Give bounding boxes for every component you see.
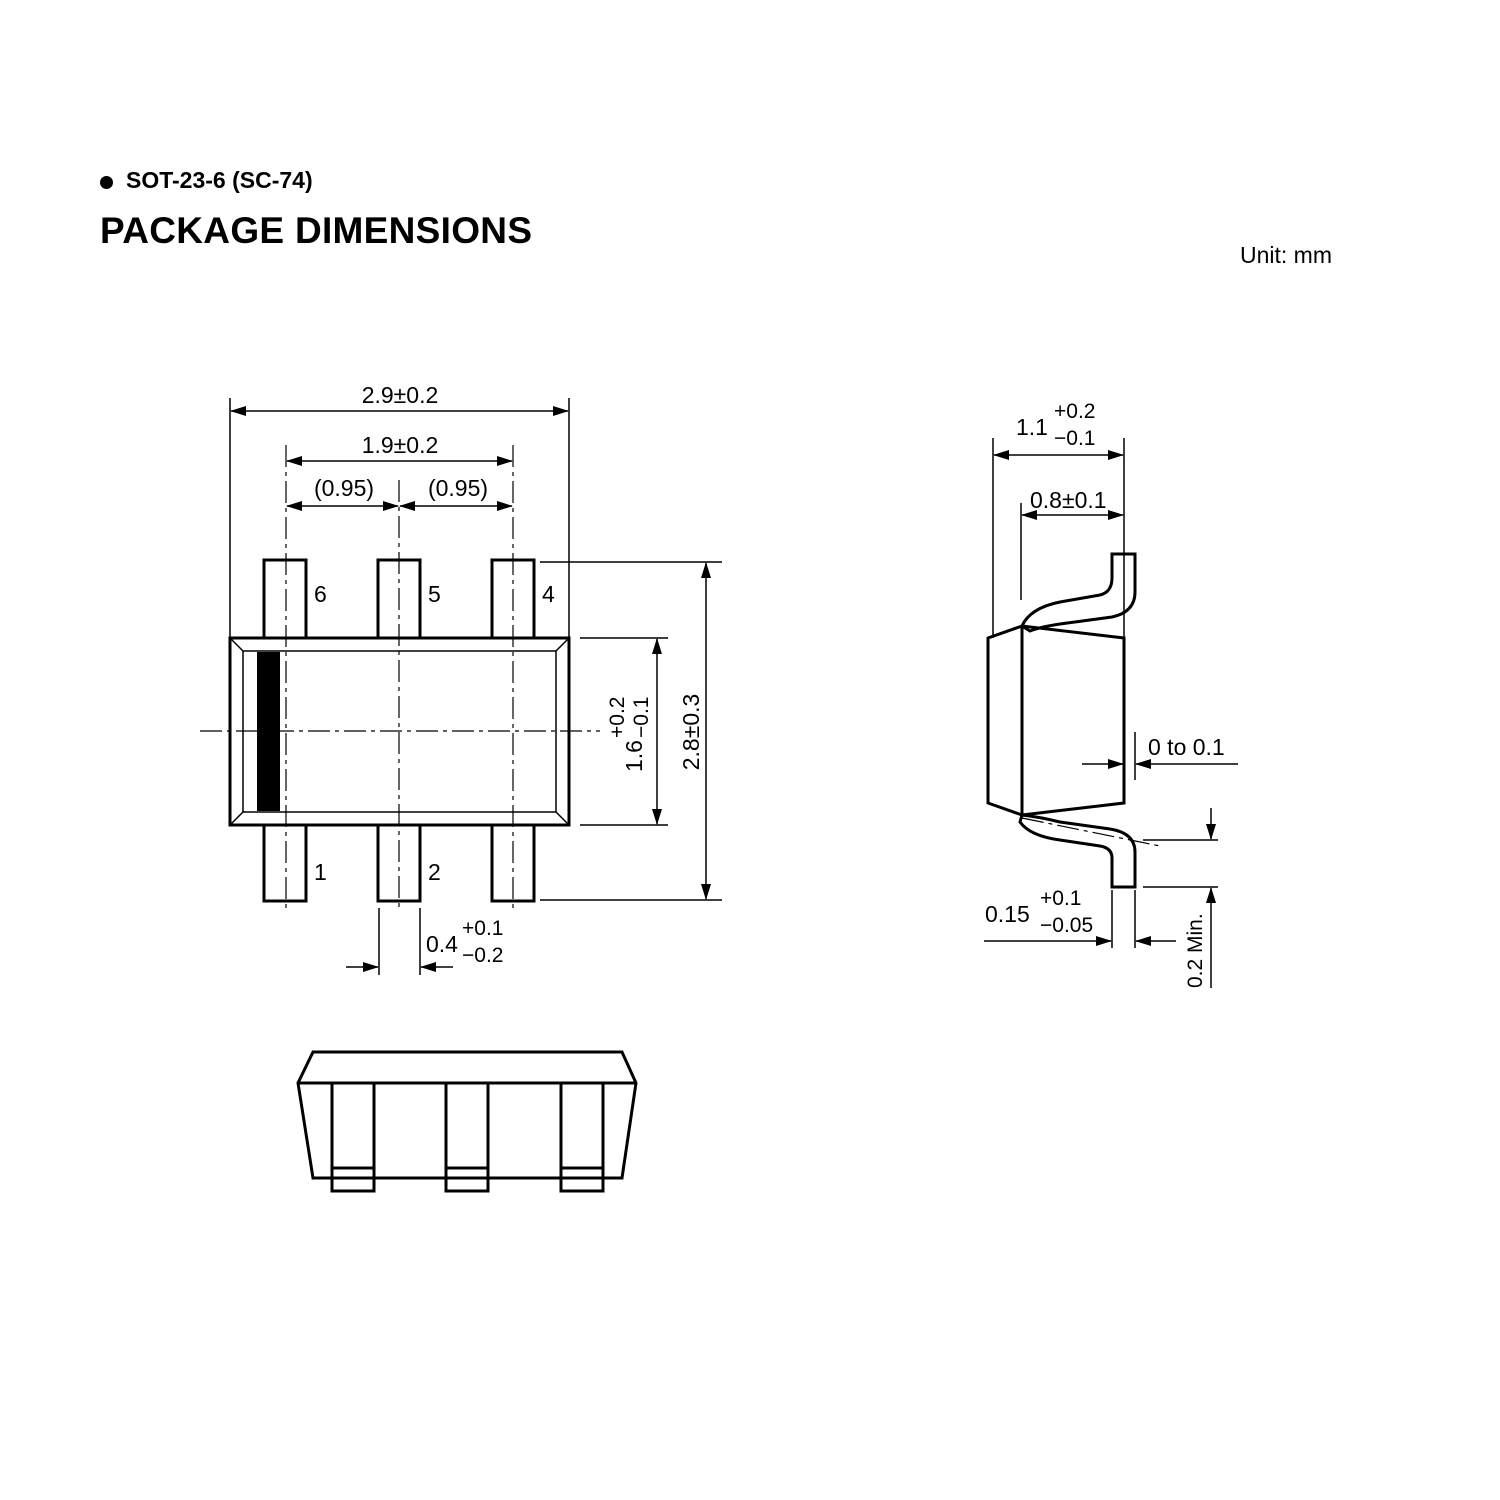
unit-label: Unit: mm <box>1240 242 1332 268</box>
dim-overall-width: 2.9±0.2 <box>361 382 439 408</box>
front-lead-2 <box>446 1083 488 1191</box>
package-name: SOT-23-6 (SC-74) <box>126 167 313 193</box>
dim-pitch-left: (0.95) <box>313 475 375 501</box>
dim-body-width-minus: −0.1 <box>630 696 653 738</box>
dim-foot-length: 0.2 Min. <box>1184 913 1207 988</box>
dim-lead-thickness-nominal: 0.15 <box>985 901 1030 927</box>
side-body <box>988 626 1124 815</box>
pin-label-1: 1 <box>314 859 327 885</box>
top-view <box>200 382 722 975</box>
dim-body-width-nominal: 1.6 <box>621 740 647 772</box>
front-body <box>298 1052 636 1178</box>
dim-pitch-right: (0.95) <box>427 475 489 501</box>
dim-side-body-height: 0.8±0.1 <box>1030 487 1107 513</box>
dim-body-width <box>606 697 653 772</box>
dim-lead-width-minus: −0.2 <box>462 944 504 967</box>
front-view <box>298 1052 636 1191</box>
pin-label-4: 4 <box>542 581 555 607</box>
side-view <box>984 400 1238 988</box>
lead-1 <box>264 825 306 901</box>
dim-side-height-nominal: 1.1 <box>1016 414 1048 440</box>
dim-lead-thickness-plus: +0.1 <box>1040 887 1082 910</box>
page-title: PACKAGE DIMENSIONS <box>100 210 533 251</box>
front-lead-3 <box>561 1083 603 1191</box>
front-lead-1 <box>332 1083 374 1191</box>
lead-6 <box>264 560 306 638</box>
dim-pin-span: 1.9±0.2 <box>361 432 439 458</box>
dim-lead-thickness-minus: −0.05 <box>1040 914 1094 937</box>
side-lead-top <box>1022 554 1135 631</box>
dim-overall-height: 2.8±0.3 <box>678 693 704 771</box>
side-lead-bottom <box>1020 815 1135 887</box>
dim-body-width-plus: +0.2 <box>606 696 629 738</box>
dim-standoff: 0 to 0.1 <box>1148 734 1225 760</box>
pin-label-6: 6 <box>314 581 327 607</box>
pin-label-2: 2 <box>428 859 441 885</box>
dim-lead-width-nominal: 0.4 <box>426 931 458 957</box>
dim-side-height-minus: −0.1 <box>1054 427 1096 450</box>
dim-side-height-plus: +0.2 <box>1054 400 1096 423</box>
dim-lead-width-plus: +0.1 <box>462 917 504 940</box>
pin-label-5: 5 <box>428 581 441 607</box>
